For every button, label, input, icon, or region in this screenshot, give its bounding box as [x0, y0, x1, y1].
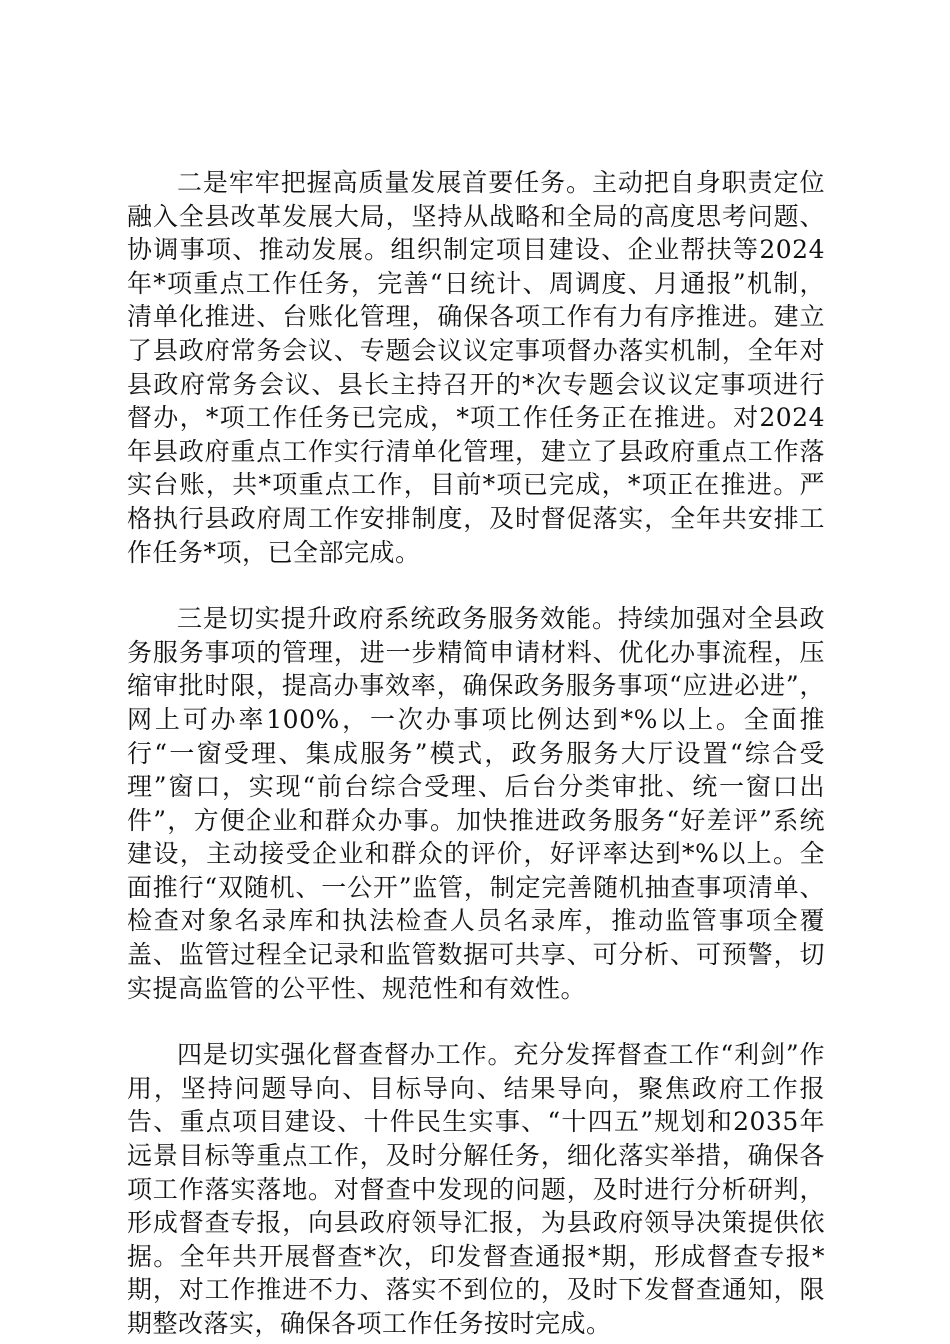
- paragraph-service-efficiency: 三是切实提升政府系统政务服务效能。持续加强对全县政务服务事项的管理，进一步精简申请材料、优化办事流程，压缩审批时限，提高办事效率，确保政务服务事项“应进必进”，网上可办率100%，一次办事项比例达到*%以上。全面推行“一窗受理、集成服务”模式，政务服务大厅设置“综合受理”窗口，实现“前台综合受理、后台分类审批、统一窗口出件”，方便企业和群众办事。加快推进政务服务“好差评”系统建设，主动接受企业和群众的评价，好评率达到*%以上。全面推行“双随机、一公开”监管，制定完善随机抽查事项清单、检查对象名录库和执法检查人员名录库，推动监管事项全覆盖、监管过程全记录和监管数据可共享、可分析、可预警，切实提高监管的公平性、规范性和有效性。: [127, 604, 825, 1003]
- document-body: [127, 166, 825, 1341]
- paragraph-task-priority: 二是牢牢把握高质量发展首要任务。主动把自身职责定位融入全县改革发展大局，坚持从战略和全局的高度思考问题、协调事项、推动发展。组织制定项目建设、企业帮扶等2024年*项重点工作任务，完善“日统计、周调度、月通报”机制，清单化推进、台账化管理，确保各项工作有力有序推进。建立了县政府常务会议、专题会议议定事项督办落实机制，全年对县政府常务会议、县长主持召开的*次专题会议议定事项进行督办，*项工作任务已完成，*项工作任务正在推进。对2024年县政府重点工作实行清单化管理，建立了县政府重点工作落实台账，共*项重点工作，目前*项已完成，*项正在推进。严格执行县政府周工作安排制度，及时督促落实，全年共安排工作任务*项，已全部完成。: [127, 168, 825, 567]
- paragraph-supervision: 四是切实强化督查督办工作。充分发挥督查工作“利剑”作用，坚持问题导向、目标导向、结果导向，聚焦政府工作报告、重点项目建设、十件民生实事、“十四五”规划和2035年远景目标等重点工作，及时分解任务，细化落实举措，确保各项工作落实落地。对督查中发现的问题，及时进行分析研判，形成督查专报，向县政府领导汇报，为县政府领导决策提供依据。全年共开展督查*次，印发督查通报*期，形成督查专报*期，对工作推进不力、落实不到位的，及时下发督查通知，限期整改落实，确保各项工作任务按时完成。: [127, 1040, 825, 1338]
